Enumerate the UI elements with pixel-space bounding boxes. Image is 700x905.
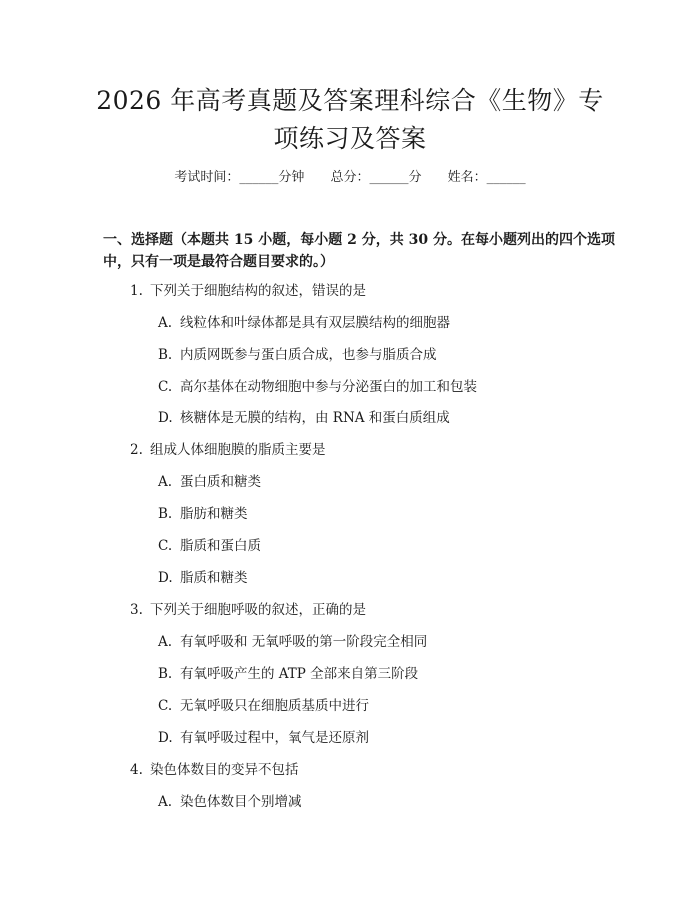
question-1-option-a bbox=[158, 313, 450, 333]
option-label: C. bbox=[158, 698, 173, 714]
question-4-option-a bbox=[158, 792, 302, 812]
document-title bbox=[70, 82, 630, 158]
option-text: 高尔基体在动物细胞中参与分泌蛋白的加工和包装 bbox=[180, 379, 477, 395]
question-1-option-c bbox=[158, 377, 477, 397]
section-heading-line-1: 一、选择题（本题共 15 小题，每小题 2 分，共 30 分。在每小题列出的四个选项 bbox=[103, 232, 615, 248]
question-text: 下列关于细胞呼吸的叙述，正确的是 bbox=[150, 602, 366, 618]
question-2-option-b bbox=[158, 504, 248, 524]
question-2-option-c bbox=[158, 536, 261, 556]
option-text: 核糖体是无膜的结构，由 RNA 和蛋白质组成 bbox=[180, 410, 450, 426]
question-text: 染色体数目的变异不包括 bbox=[150, 762, 299, 778]
question-number: 4. bbox=[130, 762, 143, 778]
option-text: 有氧呼吸产生的 ATP 全部来自第三阶段 bbox=[180, 666, 419, 682]
question-1-option-b bbox=[158, 345, 437, 365]
question-1 bbox=[130, 281, 366, 301]
question-number: 3. bbox=[130, 602, 143, 618]
option-label: D. bbox=[158, 570, 173, 586]
question-3-option-b bbox=[158, 664, 418, 684]
question-3-option-a bbox=[158, 632, 427, 652]
option-label: C. bbox=[158, 538, 173, 554]
option-label: A. bbox=[158, 315, 173, 331]
question-3-option-d bbox=[158, 728, 369, 748]
question-3-option-c bbox=[158, 696, 369, 716]
student-name-field: 姓名：______ bbox=[447, 170, 526, 185]
option-text: 有氧呼吸和 无氧呼吸的第一阶段完全相同 bbox=[180, 634, 428, 650]
question-2-option-d bbox=[158, 568, 248, 588]
question-text: 组成人体细胞膜的脂质主要是 bbox=[150, 442, 326, 458]
question-4 bbox=[130, 760, 299, 780]
option-text: 蛋白质和糖类 bbox=[180, 474, 261, 490]
question-text: 下列关于细胞结构的叙述，错误的是 bbox=[150, 283, 366, 299]
option-text: 脂质和蛋白质 bbox=[180, 538, 261, 554]
title-line-1: 2026 年高考真题及答案理科综合《生物》专 bbox=[96, 86, 604, 115]
total-score-field: 总分：______分 bbox=[330, 170, 422, 185]
option-text: 内质网既参与蛋白质合成，也参与脂质合成 bbox=[180, 347, 437, 363]
section-heading-line-2: 中，只有一项是最符合题目要求的。） bbox=[103, 254, 334, 270]
exam-info-line bbox=[0, 168, 700, 188]
question-2 bbox=[130, 440, 326, 460]
exam-time-field: 考试时间：______分钟 bbox=[174, 170, 305, 185]
option-text: 脂质和糖类 bbox=[180, 570, 248, 586]
option-text: 无氧呼吸只在细胞质基质中进行 bbox=[180, 698, 369, 714]
option-label: D. bbox=[158, 410, 173, 426]
question-number: 1. bbox=[130, 283, 143, 299]
option-label: B. bbox=[158, 347, 173, 363]
option-label: A. bbox=[158, 474, 173, 490]
option-label: A. bbox=[158, 634, 173, 650]
option-label: B. bbox=[158, 666, 173, 682]
section-heading bbox=[103, 229, 623, 273]
question-2-option-a bbox=[158, 472, 261, 492]
title-line-2: 项练习及答案 bbox=[273, 124, 427, 153]
question-1-option-d bbox=[158, 408, 450, 428]
question-number: 2. bbox=[130, 442, 143, 458]
question-3 bbox=[130, 600, 366, 620]
option-text: 脂肪和糖类 bbox=[180, 506, 248, 522]
option-text: 染色体数目个别增减 bbox=[180, 794, 302, 810]
option-label: D. bbox=[158, 730, 173, 746]
option-label: A. bbox=[158, 794, 173, 810]
option-label: B. bbox=[158, 506, 173, 522]
option-text: 有氧呼吸过程中，氧气是还原剂 bbox=[180, 730, 369, 746]
option-text: 线粒体和叶绿体都是具有双层膜结构的细胞器 bbox=[180, 315, 450, 331]
option-label: C. bbox=[158, 379, 173, 395]
